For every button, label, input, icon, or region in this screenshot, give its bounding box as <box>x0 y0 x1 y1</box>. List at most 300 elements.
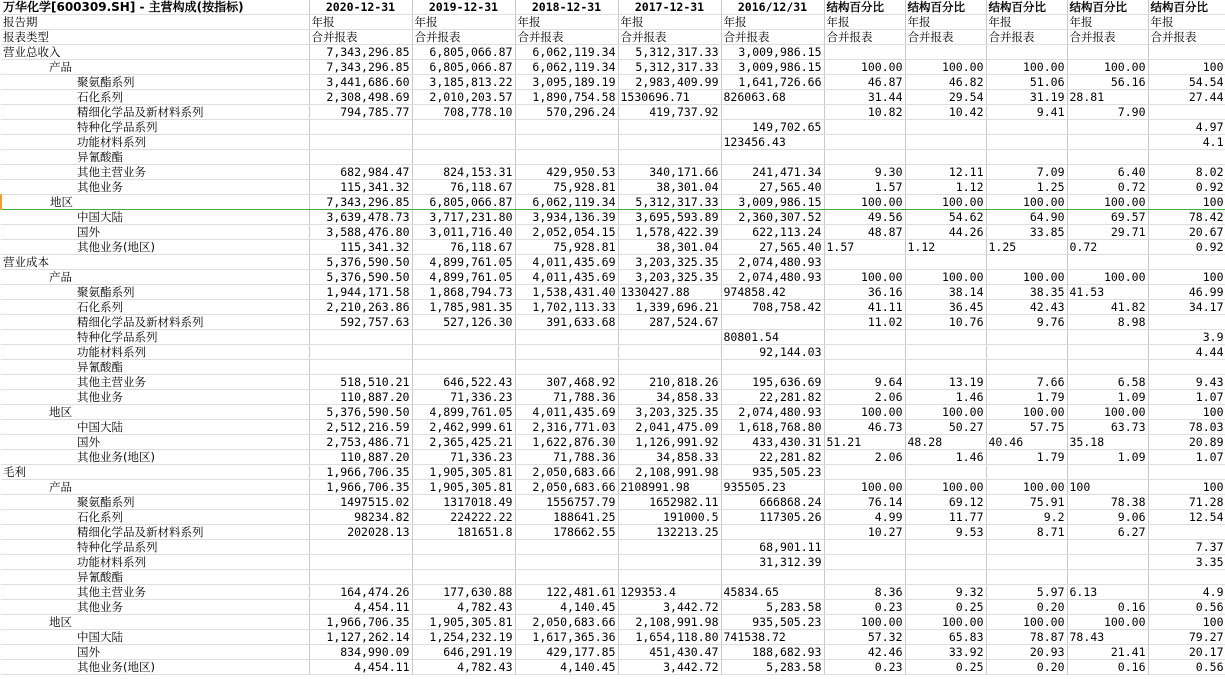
percent-cell[interactable]: 21.41 <box>1067 645 1148 660</box>
percent-cell[interactable] <box>905 255 986 270</box>
value-cell[interactable] <box>412 135 515 150</box>
value-cell[interactable] <box>721 315 824 330</box>
column-header-pct-2018[interactable]: 结构百分比 <box>986 0 1067 15</box>
report-type-cell[interactable]: 合并报表 <box>1148 30 1225 45</box>
column-header-pct-2020[interactable]: 结构百分比 <box>824 0 905 15</box>
report-type-cell[interactable]: 合并报表 <box>515 30 618 45</box>
value-cell[interactable] <box>618 345 721 360</box>
column-header-pct-2017[interactable]: 结构百分比 <box>1067 0 1148 15</box>
period-cell[interactable]: 年报 <box>309 15 412 30</box>
percent-cell[interactable]: 7.66 <box>986 375 1067 390</box>
value-cell[interactable]: 1,966,706.35 <box>309 465 412 480</box>
value-cell[interactable] <box>515 120 618 135</box>
value-cell[interactable]: 622,113.24 <box>721 225 824 240</box>
percent-cell[interactable]: 1.25 <box>986 180 1067 195</box>
percent-cell[interactable]: 10.82 <box>824 105 905 120</box>
percent-cell[interactable]: 64.90 <box>986 210 1067 225</box>
value-cell[interactable]: 1,905,305.81 <box>412 615 515 630</box>
percent-cell[interactable] <box>905 360 986 375</box>
percent-cell[interactable]: 31.19 <box>986 90 1067 105</box>
row-label-cell[interactable]: 特种化学品系列 <box>1 120 309 135</box>
percent-cell[interactable]: 33.85 <box>986 225 1067 240</box>
value-cell[interactable]: 3,442.72 <box>618 660 721 675</box>
percent-cell[interactable]: 4.99 <box>824 510 905 525</box>
percent-cell[interactable] <box>824 540 905 555</box>
value-cell[interactable]: 45834.65 <box>721 585 824 600</box>
value-cell[interactable]: 1,617,365.36 <box>515 630 618 645</box>
row-label-cell[interactable]: 地区 <box>1 615 309 630</box>
value-cell[interactable]: 1,339,696.21 <box>618 300 721 315</box>
percent-cell[interactable]: 9.53 <box>905 525 986 540</box>
percent-cell[interactable]: 29.54 <box>905 90 986 105</box>
value-cell[interactable]: 202028.13 <box>309 525 412 540</box>
percent-cell[interactable]: 100.00 <box>986 60 1067 75</box>
percent-cell[interactable]: 36.16 <box>824 285 905 300</box>
percent-cell[interactable]: 46.73 <box>824 420 905 435</box>
value-cell[interactable] <box>721 570 824 585</box>
row-label-cell[interactable]: 营业成本 <box>1 255 309 270</box>
value-cell[interactable]: 1,126,991.92 <box>618 435 721 450</box>
percent-cell[interactable]: 75.91 <box>986 495 1067 510</box>
percent-cell[interactable]: 100.00 <box>905 195 986 210</box>
value-cell[interactable]: 1,868,794.73 <box>412 285 515 300</box>
value-cell[interactable]: 666868.24 <box>721 495 824 510</box>
value-cell[interactable] <box>618 135 721 150</box>
value-cell[interactable] <box>515 540 618 555</box>
percent-cell[interactable]: 46.82 <box>905 75 986 90</box>
value-cell[interactable]: 3,203,325.35 <box>618 405 721 420</box>
row-label-cell[interactable]: 地区 <box>1 195 309 210</box>
percent-cell[interactable]: 36.45 <box>905 300 986 315</box>
row-label-cell[interactable]: 地区 <box>1 405 309 420</box>
value-cell[interactable]: 123456.43 <box>721 135 824 150</box>
percent-cell[interactable]: 100.00 <box>986 195 1067 210</box>
percent-cell[interactable]: 8.36 <box>824 585 905 600</box>
percent-cell[interactable]: 7.90 <box>1067 105 1148 120</box>
percent-cell[interactable]: 13.19 <box>905 375 986 390</box>
value-cell[interactable]: 429,177.85 <box>515 645 618 660</box>
percent-cell[interactable]: 38.35 <box>986 285 1067 300</box>
row-label-cell[interactable]: 精细化学品及新材料系列 <box>1 315 309 330</box>
value-cell[interactable]: 1,538,431.40 <box>515 285 618 300</box>
value-cell[interactable]: 6,062,119.34 <box>515 45 618 60</box>
value-cell[interactable]: 178662.55 <box>515 525 618 540</box>
row-label-cell[interactable]: 其他主营业务 <box>1 585 309 600</box>
percent-cell[interactable]: 9.76 <box>986 315 1067 330</box>
percent-cell[interactable]: 63.73 <box>1067 420 1148 435</box>
value-cell[interactable]: 4,782.43 <box>412 660 515 675</box>
percent-cell[interactable]: 1.79 <box>986 450 1067 465</box>
percent-cell[interactable]: 57.32 <box>824 630 905 645</box>
percent-cell[interactable]: 100.00 <box>1067 615 1148 630</box>
value-cell[interactable]: 1,905,305.81 <box>412 465 515 480</box>
percent-cell[interactable] <box>824 45 905 60</box>
value-cell[interactable]: 307,468.92 <box>515 375 618 390</box>
value-cell[interactable]: 935505.23 <box>721 480 824 495</box>
percent-cell[interactable]: 0.25 <box>905 600 986 615</box>
percent-cell[interactable]: 65.83 <box>905 630 986 645</box>
value-cell[interactable]: 31,312.39 <box>721 555 824 570</box>
value-cell[interactable]: 5,283.58 <box>721 660 824 675</box>
value-cell[interactable]: 38,301.04 <box>618 180 721 195</box>
value-cell[interactable]: 682,984.47 <box>309 165 412 180</box>
row-label-cell[interactable]: 营业总收入 <box>1 45 309 60</box>
row-label-cell[interactable]: 异氰酸酯 <box>1 150 309 165</box>
percent-cell[interactable]: 20.67 <box>1148 225 1225 240</box>
percent-cell[interactable] <box>1148 570 1225 585</box>
row-label-cell[interactable]: 中国大陆 <box>1 420 309 435</box>
value-cell[interactable]: 3,441,686.60 <box>309 75 412 90</box>
value-cell[interactable]: 834,990.09 <box>309 645 412 660</box>
value-cell[interactable]: 6,062,119.34 <box>515 60 618 75</box>
percent-cell[interactable]: 42.46 <box>824 645 905 660</box>
row-label-cell[interactable]: 产品 <box>1 60 309 75</box>
percent-cell[interactable]: 100 <box>1067 480 1148 495</box>
value-cell[interactable]: 2,050,683.66 <box>515 615 618 630</box>
percent-cell[interactable]: 42.43 <box>986 300 1067 315</box>
percent-cell[interactable] <box>1067 150 1148 165</box>
percent-cell[interactable]: 0.56 <box>1148 600 1225 615</box>
percent-cell[interactable]: 31.44 <box>824 90 905 105</box>
value-cell[interactable]: 75,928.81 <box>515 180 618 195</box>
value-cell[interactable]: 451,430.47 <box>618 645 721 660</box>
value-cell[interactable]: 3,934,136.39 <box>515 210 618 225</box>
percent-cell[interactable]: 100.00 <box>824 615 905 630</box>
value-cell[interactable]: 3,203,325.35 <box>618 270 721 285</box>
percent-cell[interactable] <box>986 45 1067 60</box>
value-cell[interactable]: 1,944,171.58 <box>309 285 412 300</box>
row-label-cell[interactable]: 精细化学品及新材料系列 <box>1 525 309 540</box>
value-cell[interactable]: 2,108,991.98 <box>618 465 721 480</box>
percent-cell[interactable] <box>1148 360 1225 375</box>
value-cell[interactable]: 241,471.34 <box>721 165 824 180</box>
value-cell[interactable]: 27,565.40 <box>721 180 824 195</box>
percent-cell[interactable] <box>905 135 986 150</box>
value-cell[interactable]: 2,512,216.59 <box>309 420 412 435</box>
value-cell[interactable] <box>309 150 412 165</box>
percent-cell[interactable] <box>986 540 1067 555</box>
value-cell[interactable] <box>618 570 721 585</box>
row-label-cell[interactable]: 精细化学品及新材料系列 <box>1 105 309 120</box>
percent-cell[interactable]: 20.89 <box>1148 435 1225 450</box>
period-cell[interactable]: 年报 <box>618 15 721 30</box>
value-cell[interactable] <box>721 360 824 375</box>
percent-cell[interactable]: 1.57 <box>824 180 905 195</box>
value-cell[interactable] <box>721 105 824 120</box>
value-cell[interactable] <box>515 345 618 360</box>
row-label-cell[interactable]: 其他业务(地区) <box>1 240 309 255</box>
percent-cell[interactable]: 100 <box>1148 60 1225 75</box>
percent-cell[interactable]: 34.17 <box>1148 300 1225 315</box>
value-cell[interactable]: 2,041,475.09 <box>618 420 721 435</box>
percent-cell[interactable] <box>986 150 1067 165</box>
percent-cell[interactable] <box>824 150 905 165</box>
value-cell[interactable]: 4,899,761.05 <box>412 255 515 270</box>
value-cell[interactable]: 177,630.88 <box>412 585 515 600</box>
value-cell[interactable]: 2,983,409.99 <box>618 75 721 90</box>
value-cell[interactable]: 2,753,486.71 <box>309 435 412 450</box>
row-label-cell[interactable]: 石化系列 <box>1 300 309 315</box>
percent-cell[interactable]: 40.46 <box>986 435 1067 450</box>
percent-cell[interactable]: 71.28 <box>1148 495 1225 510</box>
percent-cell[interactable]: 100.00 <box>1067 60 1148 75</box>
value-cell[interactable] <box>412 330 515 345</box>
percent-cell[interactable]: 0.92 <box>1148 240 1225 255</box>
value-cell[interactable]: 7,343,296.85 <box>309 60 412 75</box>
period-cell[interactable]: 年报 <box>721 15 824 30</box>
value-cell[interactable]: 2108991.98 <box>618 480 721 495</box>
percent-cell[interactable]: 29.71 <box>1067 225 1148 240</box>
percent-cell[interactable] <box>1148 150 1225 165</box>
report-type-cell[interactable]: 合并报表 <box>721 30 824 45</box>
percent-cell[interactable]: 76.14 <box>824 495 905 510</box>
row-label-cell[interactable]: 特种化学品系列 <box>1 330 309 345</box>
report-type-cell[interactable]: 合并报表 <box>618 30 721 45</box>
percent-cell[interactable]: 6.58 <box>1067 375 1148 390</box>
value-cell[interactable]: 149,702.65 <box>721 120 824 135</box>
percent-cell[interactable]: 1.46 <box>905 390 986 405</box>
value-cell[interactable] <box>309 135 412 150</box>
percent-cell[interactable] <box>1148 255 1225 270</box>
percent-cell[interactable]: 2.06 <box>824 450 905 465</box>
value-cell[interactable]: 3,009,986.15 <box>721 45 824 60</box>
value-cell[interactable]: 1,254,232.19 <box>412 630 515 645</box>
percent-cell[interactable]: 100.00 <box>824 270 905 285</box>
percent-cell[interactable]: 100.00 <box>824 60 905 75</box>
percent-cell[interactable] <box>905 150 986 165</box>
percent-cell[interactable]: 50.27 <box>905 420 986 435</box>
value-cell[interactable]: 419,737.92 <box>618 105 721 120</box>
percent-cell[interactable]: 100.00 <box>905 480 986 495</box>
percent-cell[interactable] <box>824 465 905 480</box>
percent-cell[interactable]: 57.75 <box>986 420 1067 435</box>
percent-cell[interactable]: 100.00 <box>905 615 986 630</box>
percent-cell[interactable] <box>905 120 986 135</box>
percent-cell[interactable]: 2.06 <box>824 390 905 405</box>
percent-cell[interactable]: 69.12 <box>905 495 986 510</box>
value-cell[interactable]: 2,050,683.66 <box>515 465 618 480</box>
percent-cell[interactable]: 0.20 <box>986 660 1067 675</box>
percent-cell[interactable]: 9.30 <box>824 165 905 180</box>
value-cell[interactable]: 132213.25 <box>618 525 721 540</box>
percent-cell[interactable] <box>1148 465 1225 480</box>
value-cell[interactable] <box>412 345 515 360</box>
value-cell[interactable]: 191000.5 <box>618 510 721 525</box>
percent-cell[interactable]: 100.00 <box>824 195 905 210</box>
percent-cell[interactable] <box>1067 570 1148 585</box>
percent-cell[interactable] <box>824 345 905 360</box>
value-cell[interactable] <box>309 345 412 360</box>
report-type-cell[interactable]: 合并报表 <box>905 30 986 45</box>
percent-cell[interactable]: 4.44 <box>1148 345 1225 360</box>
value-cell[interactable]: 4,011,435.69 <box>515 255 618 270</box>
percent-cell[interactable]: 0.16 <box>1067 660 1148 675</box>
value-cell[interactable]: 3,639,478.73 <box>309 210 412 225</box>
percent-cell[interactable]: 100.00 <box>1067 195 1148 210</box>
percent-cell[interactable]: 54.54 <box>1148 75 1225 90</box>
percent-cell[interactable]: 0.72 <box>1067 180 1148 195</box>
value-cell[interactable]: 122,481.61 <box>515 585 618 600</box>
row-label-cell[interactable]: 功能材料系列 <box>1 555 309 570</box>
value-cell[interactable]: 2,074,480.93 <box>721 255 824 270</box>
percent-cell[interactable] <box>986 120 1067 135</box>
percent-cell[interactable] <box>824 570 905 585</box>
value-cell[interactable]: 34,858.33 <box>618 390 721 405</box>
row-label-cell[interactable]: 其他业务 <box>1 390 309 405</box>
value-cell[interactable]: 429,950.53 <box>515 165 618 180</box>
value-cell[interactable]: 2,108,991.98 <box>618 615 721 630</box>
period-cell[interactable]: 年报 <box>824 15 905 30</box>
percent-cell[interactable]: 38.14 <box>905 285 986 300</box>
value-cell[interactable]: 4,899,761.05 <box>412 270 515 285</box>
value-cell[interactable]: 433,430.31 <box>721 435 824 450</box>
row-label-cell[interactable]: 石化系列 <box>1 90 309 105</box>
value-cell[interactable]: 5,283.58 <box>721 600 824 615</box>
value-cell[interactable]: 5,376,590.50 <box>309 255 412 270</box>
value-cell[interactable]: 195,636.69 <box>721 375 824 390</box>
value-cell[interactable]: 68,901.11 <box>721 540 824 555</box>
percent-cell[interactable]: 100.00 <box>905 270 986 285</box>
value-cell[interactable]: 4,454.11 <box>309 600 412 615</box>
percent-cell[interactable]: 9.2 <box>986 510 1067 525</box>
row-label-cell[interactable]: 其他主营业务 <box>1 165 309 180</box>
value-cell[interactable] <box>721 525 824 540</box>
value-cell[interactable]: 6,805,066.87 <box>412 195 515 210</box>
row-label-cell[interactable]: 功能材料系列 <box>1 135 309 150</box>
percent-cell[interactable]: 78.42 <box>1148 210 1225 225</box>
value-cell[interactable] <box>618 360 721 375</box>
value-cell[interactable]: 115,341.32 <box>309 180 412 195</box>
value-cell[interactable]: 1,966,706.35 <box>309 480 412 495</box>
percent-cell[interactable]: 9.43 <box>1148 375 1225 390</box>
percent-cell[interactable] <box>824 255 905 270</box>
value-cell[interactable] <box>515 555 618 570</box>
percent-cell[interactable]: 10.42 <box>905 105 986 120</box>
percent-cell[interactable]: 51.06 <box>986 75 1067 90</box>
percent-cell[interactable]: 100 <box>1148 405 1225 420</box>
percent-cell[interactable]: 1.12 <box>905 240 986 255</box>
row-label-cell[interactable]: 异氰酸酯 <box>1 570 309 585</box>
value-cell[interactable]: 3,717,231.80 <box>412 210 515 225</box>
value-cell[interactable]: 22,281.82 <box>721 390 824 405</box>
value-cell[interactable]: 164,474.26 <box>309 585 412 600</box>
value-cell[interactable] <box>412 570 515 585</box>
value-cell[interactable]: 76,118.67 <box>412 240 515 255</box>
percent-cell[interactable]: 1.09 <box>1067 390 1148 405</box>
value-cell[interactable]: 1,785,981.35 <box>412 300 515 315</box>
percent-cell[interactable]: 4.9 <box>1148 585 1225 600</box>
row-label-cell[interactable]: 聚氨酯系列 <box>1 285 309 300</box>
percent-cell[interactable] <box>986 345 1067 360</box>
column-header-2017[interactable]: 2017-12-31 <box>618 0 721 15</box>
value-cell[interactable] <box>309 120 412 135</box>
row-label-cell[interactable]: 报告期 <box>1 15 309 30</box>
value-cell[interactable] <box>309 540 412 555</box>
column-header-pct-2019[interactable]: 结构百分比 <box>905 0 986 15</box>
percent-cell[interactable]: 78.87 <box>986 630 1067 645</box>
percent-cell[interactable]: 79.27 <box>1148 630 1225 645</box>
percent-cell[interactable]: 78.38 <box>1067 495 1148 510</box>
percent-cell[interactable]: 11.77 <box>905 510 986 525</box>
value-cell[interactable] <box>515 135 618 150</box>
percent-cell[interactable]: 9.64 <box>824 375 905 390</box>
value-cell[interactable]: 22,281.82 <box>721 450 824 465</box>
value-cell[interactable]: 3,009,986.15 <box>721 195 824 210</box>
value-cell[interactable]: 188641.25 <box>515 510 618 525</box>
value-cell[interactable]: 80801.54 <box>721 330 824 345</box>
value-cell[interactable]: 1,578,422.39 <box>618 225 721 240</box>
value-cell[interactable]: 1,618,768.80 <box>721 420 824 435</box>
percent-cell[interactable] <box>824 120 905 135</box>
report-type-cell[interactable]: 合并报表 <box>824 30 905 45</box>
percent-cell[interactable]: 100.00 <box>1067 405 1148 420</box>
value-cell[interactable]: 4,011,435.69 <box>515 405 618 420</box>
value-cell[interactable]: 741538.72 <box>721 630 824 645</box>
row-label-cell[interactable]: 聚氨酯系列 <box>1 75 309 90</box>
value-cell[interactable]: 5,312,317.33 <box>618 45 721 60</box>
column-header-2016[interactable]: 2016/12/31 <box>721 0 824 15</box>
value-cell[interactable]: 5,312,317.33 <box>618 195 721 210</box>
value-cell[interactable]: 27,565.40 <box>721 240 824 255</box>
percent-cell[interactable]: 0.25 <box>905 660 986 675</box>
period-cell[interactable]: 年报 <box>905 15 986 30</box>
percent-cell[interactable] <box>986 555 1067 570</box>
percent-cell[interactable]: 78.43 <box>1067 630 1148 645</box>
value-cell[interactable]: 129353.4 <box>618 585 721 600</box>
percent-cell[interactable] <box>986 330 1067 345</box>
value-cell[interactable]: 6,805,066.87 <box>412 60 515 75</box>
percent-cell[interactable]: 0.16 <box>1067 600 1148 615</box>
percent-cell[interactable] <box>1067 360 1148 375</box>
value-cell[interactable] <box>515 330 618 345</box>
percent-cell[interactable]: 41.53 <box>1067 285 1148 300</box>
percent-cell[interactable] <box>1148 525 1225 540</box>
row-label-cell[interactable]: 国外 <box>1 435 309 450</box>
percent-cell[interactable]: 100.00 <box>986 615 1067 630</box>
percent-cell[interactable]: 28.81 <box>1067 90 1148 105</box>
percent-cell[interactable]: 69.57 <box>1067 210 1148 225</box>
percent-cell[interactable]: 4.97 <box>1148 120 1225 135</box>
percent-cell[interactable] <box>1067 135 1148 150</box>
value-cell[interactable] <box>309 570 412 585</box>
value-cell[interactable]: 2,052,054.15 <box>515 225 618 240</box>
row-label-cell[interactable]: 其他主营业务 <box>1 375 309 390</box>
value-cell[interactable]: 71,336.23 <box>412 390 515 405</box>
percent-cell[interactable]: 9.32 <box>905 585 986 600</box>
report-type-cell[interactable]: 合并报表 <box>309 30 412 45</box>
value-cell[interactable]: 4,899,761.05 <box>412 405 515 420</box>
percent-cell[interactable]: 100.00 <box>905 405 986 420</box>
value-cell[interactable]: 1,702,113.33 <box>515 300 618 315</box>
value-cell[interactable] <box>515 150 618 165</box>
percent-cell[interactable] <box>824 135 905 150</box>
value-cell[interactable]: 3,588,476.80 <box>309 225 412 240</box>
value-cell[interactable]: 1,890,754.58 <box>515 90 618 105</box>
value-cell[interactable] <box>309 555 412 570</box>
value-cell[interactable]: 2,050,683.66 <box>515 480 618 495</box>
percent-cell[interactable]: 11.02 <box>824 315 905 330</box>
value-cell[interactable]: 935,505.23 <box>721 615 824 630</box>
row-label-cell[interactable]: 中国大陆 <box>1 630 309 645</box>
column-header-2018[interactable]: 2018-12-31 <box>515 0 618 15</box>
value-cell[interactable]: 646,291.19 <box>412 645 515 660</box>
value-cell[interactable]: 4,782.43 <box>412 600 515 615</box>
value-cell[interactable]: 98234.82 <box>309 510 412 525</box>
value-cell[interactable]: 1,654,118.80 <box>618 630 721 645</box>
percent-cell[interactable]: 100.00 <box>986 405 1067 420</box>
value-cell[interactable]: 4,011,435.69 <box>515 270 618 285</box>
value-cell[interactable]: 570,296.24 <box>515 105 618 120</box>
